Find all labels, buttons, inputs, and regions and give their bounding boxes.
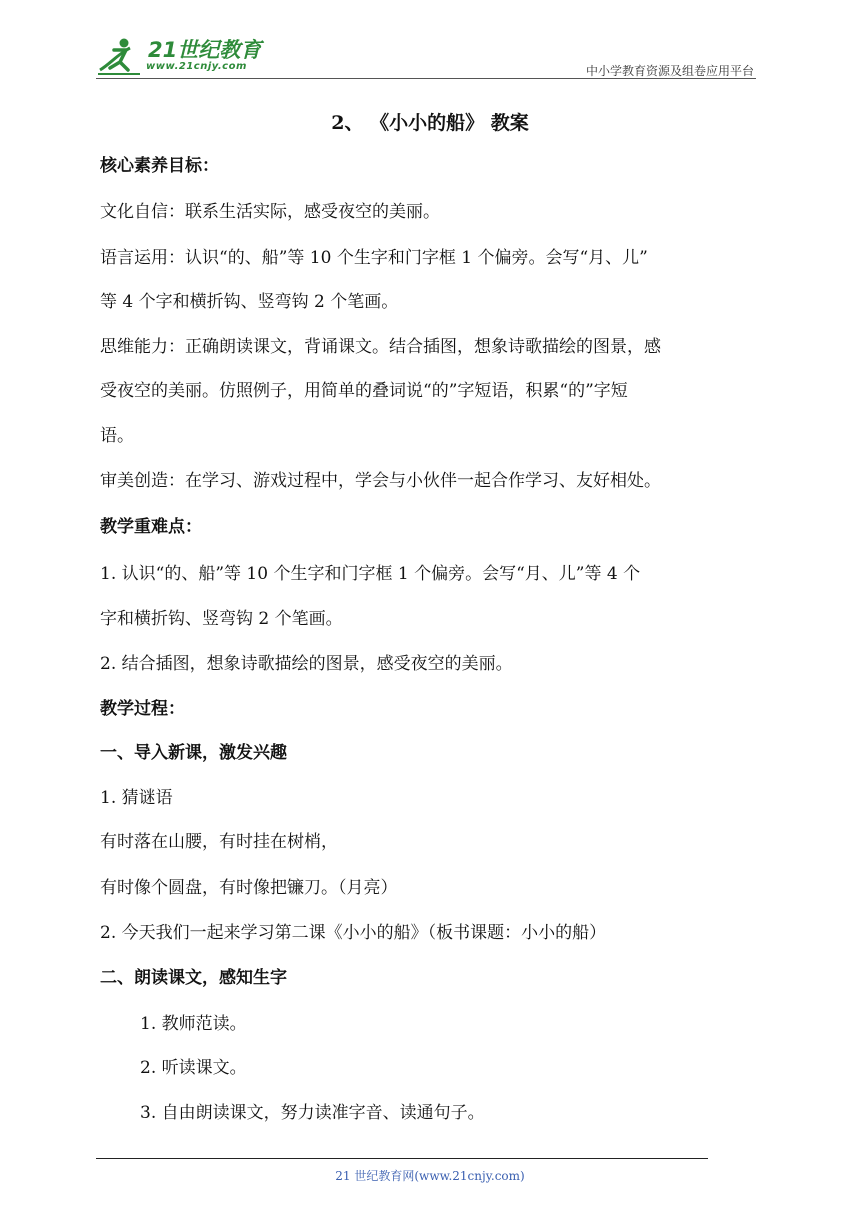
paragraph-line: 思维能力：正确朗读课文，背诵课文。结合插图，想象诗歌描绘的图景，感 [100, 337, 661, 357]
paragraph-line: 字和横折钩、竖弯钩 2 个笔画。 [100, 609, 343, 629]
document-title: 2、 《小小的船》 教案 [331, 112, 529, 134]
paragraph-line: 有时落在山腰，有时挂在树梢， [100, 832, 338, 852]
list-item: 2. 听读课文。 [140, 1058, 247, 1078]
paragraph-line: 语言运用：认识“的、船”等 10 个生字和门字框 1 个偏旁。会写“月、儿” [100, 248, 648, 268]
section-heading: 二、朗读课文，感知生字 [100, 968, 287, 988]
footer-divider [96, 1158, 708, 1159]
section-heading: 核心素养目标： [100, 156, 219, 176]
paragraph-line: 等 4 个字和横折钩、竖弯钩 2 个笔画。 [100, 292, 399, 312]
paragraph-line: 2. 结合插图，想象诗歌描绘的图景，感受夜空的美丽。 [100, 654, 513, 674]
paragraph-line: 2. 今天我们一起来学习第二课《小小的船》（板书课题：小小的船） [100, 923, 607, 943]
paragraph-line: 语。 [100, 426, 134, 446]
list-item: 1. 教师范读。 [140, 1014, 247, 1034]
paragraph-line: 受夜空的美丽。仿照例子，用简单的叠词说“的”字短语，积累“的”字短 [100, 381, 628, 401]
list-item: 3. 自由朗读课文，努力读准字音、读通句子。 [140, 1103, 485, 1123]
logo-url: www.21cnjy.com [146, 61, 247, 72]
logo-text: 21世纪教育 [148, 38, 262, 62]
paragraph-line: 1. 认识“的、船”等 10 个生字和门字框 1 个偏旁。会写“月、儿”等 4 个 [100, 564, 641, 584]
header-divider [96, 78, 756, 79]
section-heading: 一、导入新课，激发兴趣 [100, 743, 287, 763]
paragraph-line: 审美创造：在学习、游戏过程中，学会与小伙伴一起合作学习、友好相处。 [100, 471, 661, 491]
section-heading: 教学重难点： [100, 517, 202, 537]
section-heading: 教学过程： [100, 699, 185, 719]
platform-label: 中小学教育资源及组卷应用平台 [585, 64, 754, 78]
paragraph-line: 有时像个圆盘，有时像把镰刀。（月亮） [100, 878, 398, 898]
paragraph-line: 文化自信：联系生活实际，感受夜空的美丽。 [100, 202, 440, 222]
page-footer: 21 世纪教育网(www.21cnjy.com) [335, 1169, 525, 1183]
paragraph-line: 1. 猜谜语 [100, 788, 173, 808]
page-header [96, 30, 756, 80]
